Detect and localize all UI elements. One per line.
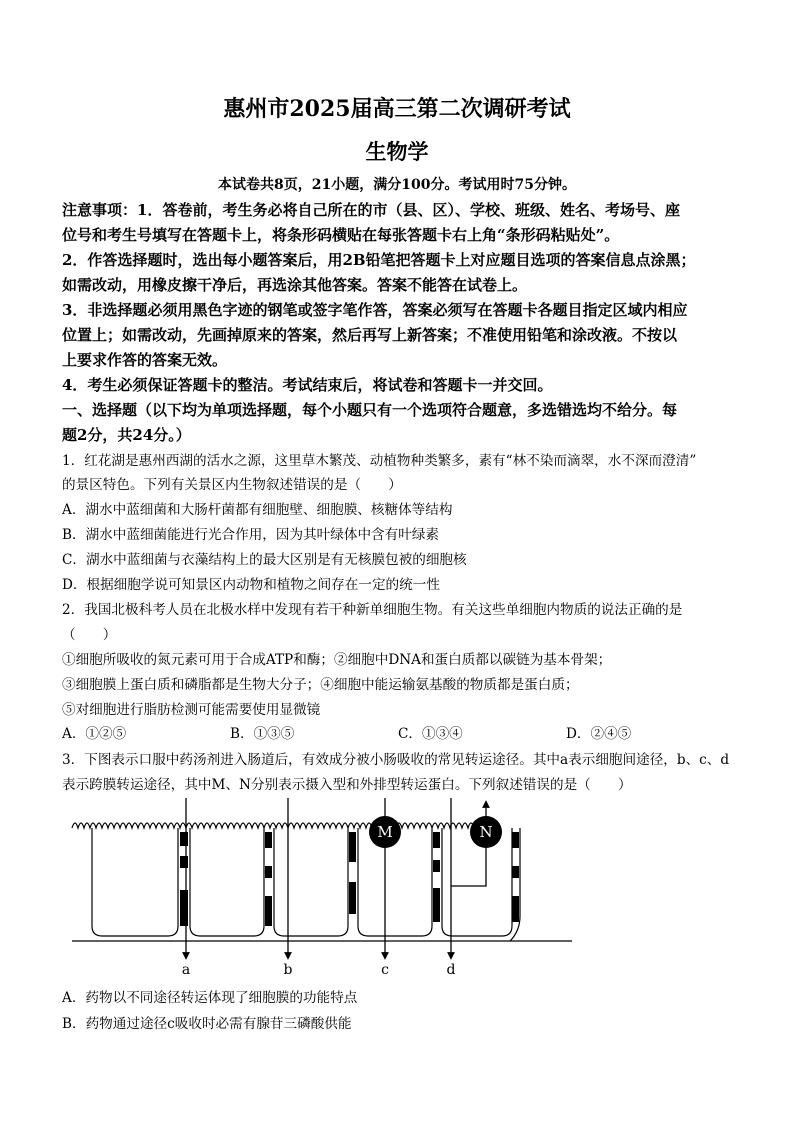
q1-stem: 的景区特色。下列有关景区内生物叙述错误的是（ ） bbox=[62, 477, 402, 493]
tight-junction bbox=[265, 832, 272, 848]
notes-line: 位号和考生号填写在答题卡上，将条形码横贴在每张答题卡右上角“条形码粘贴处”。 bbox=[62, 226, 620, 244]
q2-option-c: C．①③④ bbox=[398, 726, 463, 742]
route-a-label: a bbox=[181, 962, 191, 978]
q1-option-c: C．湖水中蓝细菌与衣藻结构上的最大区别是有无核膜包被的细胞核 bbox=[62, 552, 467, 568]
cell-2 bbox=[190, 828, 264, 936]
notes-line: 2．作答选择题时，选出每小题答案后，用2B铅笔把答题卡上对应题目选项的答案信息点涂黑； bbox=[62, 251, 696, 269]
protein-n-label: N bbox=[479, 823, 493, 841]
exam-title: 惠州市2025届高三第二次调研考试 bbox=[223, 96, 571, 122]
q1-option-a: A．湖水中蓝细菌和大肠杆菌都有细胞壁、细胞膜、核糖体等结构 bbox=[62, 502, 453, 518]
microvilli-border bbox=[72, 823, 498, 828]
section-heading: 题2分，共24分。） bbox=[62, 426, 191, 444]
tight-junction bbox=[512, 896, 519, 922]
route-c-label: c bbox=[381, 962, 389, 978]
q3-stem: 3．下图表示口服中药汤剂进入肠道后，有效成分被小肠吸收的常见转运途径。其中a表示细胞间途径，b、c、d bbox=[62, 752, 730, 768]
notes-line: 位置上；如需改动，先画掉原来的答案，然后再写上新答案；不准使用铅笔和涂改液。不按以 bbox=[62, 326, 678, 344]
cell-3 bbox=[274, 828, 348, 936]
notes-line: 上要求作答的答案无效。 bbox=[62, 351, 228, 369]
intestinal-transport-diagram bbox=[62, 796, 582, 980]
tight-junction bbox=[349, 882, 356, 914]
notes-line: 注意事项：1．答卷前，考生务必将自己所在的市（县、区）、学校、班级、姓名、考场号、座 bbox=[62, 201, 680, 219]
q2-option-a: A．①②⑤ bbox=[62, 726, 127, 742]
tight-junction bbox=[265, 896, 272, 926]
q2-statement: ①细胞所吸收的氮元素可用于合成ATP和酶；②细胞中DNA和蛋白质都以碳链为基本骨架； bbox=[62, 652, 612, 668]
q1-stem: 1．红花湖是惠州西湖的活水之源，这里草木繁茂、动植物种类繁多，素有“林不染而滴翠，水不深而澄清” bbox=[62, 453, 697, 469]
q1-option-b: B．湖水中蓝细菌能进行光合作用，因为其叶绿体中含有叶绿素 bbox=[62, 527, 440, 543]
q3-option-b: B．药物通过途径c吸收时必需有腺苷三磷酸供能 bbox=[62, 1016, 352, 1032]
tight-junction bbox=[512, 832, 519, 848]
q3-option-a: A．药物以不同途径转运体现了细胞膜的功能特点 bbox=[62, 990, 358, 1006]
q3-stem: 表示跨膜转运途径，其中M、N分别表示摄入型和外排型转运蛋白。下列叙述错误的是（ ） bbox=[62, 777, 632, 793]
q2-stem: （ ） bbox=[62, 627, 117, 643]
protein-m-label: M bbox=[377, 823, 393, 841]
tight-junction bbox=[180, 832, 188, 846]
exam-info: 本试卷共8页，21小题，满分100分。考试用时75分钟。 bbox=[218, 177, 576, 193]
route-d-label: d bbox=[446, 962, 456, 978]
tight-junction bbox=[265, 866, 272, 878]
cell-1 bbox=[92, 828, 178, 936]
subject-title: 生物学 bbox=[365, 139, 429, 164]
q2-stem: 2．我国北极科考人员在北极水样中发现有若干种新单细胞生物。有关这些单细胞内物质的说法正确的是 bbox=[62, 602, 683, 618]
tight-junction bbox=[433, 860, 440, 872]
q2-statement: ⑤对细胞进行脂肪检测可能需要使用显微镜 bbox=[62, 702, 321, 718]
notes-line: 4．考生必须保证答题卡的整洁。考试结束后，将试卷和答题卡一并交回。 bbox=[62, 376, 553, 394]
tight-junction bbox=[512, 866, 519, 878]
route-b-label: b bbox=[283, 962, 293, 978]
tight-junction bbox=[349, 832, 356, 862]
notes-line: 3．非选择题必须用黑色字迹的钢笔或签字笔作答，答案必须写在答题卡各题目指定区域内相应 bbox=[62, 301, 688, 319]
tight-junction bbox=[433, 832, 440, 848]
tight-junction bbox=[180, 856, 188, 868]
q2-option-d: D．②④⑤ bbox=[566, 726, 632, 742]
notes-line: 如需改动，用橡皮擦干净后，再选涂其他答案。答案不能答在试卷上。 bbox=[62, 276, 528, 294]
tight-junction bbox=[180, 890, 188, 926]
q1-option-d: D．根据细胞学说可知景区内动物和植物之间存在一定的统一性 bbox=[62, 577, 440, 593]
q2-option-b: B．①③⑤ bbox=[230, 726, 295, 742]
tight-junction bbox=[433, 888, 440, 922]
section-heading: 一、选择题（以下均为单项选择题，每个小题只有一个选项符合题意，多选错选均不给分。每 bbox=[62, 401, 678, 419]
q2-statement: ③细胞膜上蛋白质和磷脂都是生物大分子；④细胞中能运输氨基酸的物质都是蛋白质； bbox=[62, 677, 579, 693]
